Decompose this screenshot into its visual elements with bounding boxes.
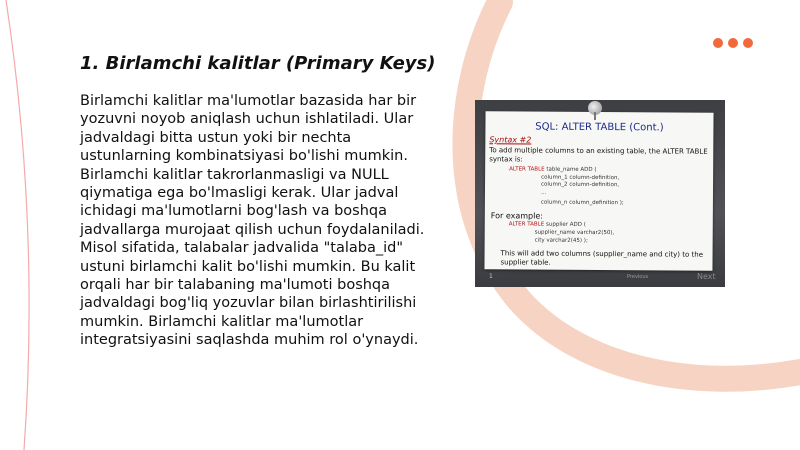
example-code-line-3: city varchar2(45) );: [534, 237, 588, 244]
previous-link: Previous: [627, 274, 649, 280]
orange-dots-decoration: [713, 38, 753, 48]
example-code-line-1: [509, 221, 586, 229]
dot: [743, 38, 753, 48]
syntax-code-line-1: [509, 166, 596, 174]
code-text: supplier ADD (: [544, 221, 586, 228]
page-number: 1: [489, 273, 493, 280]
slide-title: 1. Birlamchi kalitlar (Primary Keys): [80, 53, 436, 74]
slide-paragraph: Birlamchi kalitlar ma'lumotlar bazasida har bir yozuvni noyob aniqlash uchun ishlatiladi. Ular jadvaldagi bitta ustun yoki bir nechta ustunlarning kombinatsiyasi bo'lishi mumkin. Birlamchi kalitlar takrorlanmasligi va NULL qiymatiga ega bo'lmasligi kerak. Ular jadval ichidagi ma'lumotlarni bog'lash va boshqa jadvallarga murojaat qilish uchun foydalaniladi. Misol sifatida, talabalar jadvalida "talaba_id" ustuni birlamchi kalit bo'lishi mumkin. Bu kalit orqali har bir talabaning ma'lumoti boshqa jadvaldagi bog'liq yozuvlar bilan birlashtirilishi mumkin. Birlamchi kalitlar ma'lumotlar integratsiyasini saqlashda muhim rol o'ynaydi.: [80, 93, 425, 349]
next-link: Next: [697, 272, 716, 281]
syntax-description: To add multiple columns to an existing table, the ALTER TABLE syntax is:: [489, 146, 708, 164]
sql-alter-table-image: [475, 100, 725, 287]
paper-sheet: [484, 111, 713, 271]
dot: [728, 38, 738, 48]
syntax-code-line-2: column_1 column-definition,: [541, 174, 620, 182]
example-note: This will add two columns (supplier_name and city) to the supplier table.: [500, 249, 704, 267]
dot: [713, 38, 723, 48]
code-text: table_name ADD (: [544, 166, 597, 173]
syntax-label: Syntax #2: [489, 135, 532, 145]
image-title: SQL: ALTER TABLE (Cont.): [535, 121, 664, 134]
code-keyword: ALTER TABLE: [509, 166, 545, 173]
code-keyword: ALTER TABLE: [508, 221, 545, 228]
example-label: For example:: [490, 211, 544, 221]
syntax-code-line-3: column_2 column-definition,: [541, 181, 620, 189]
left-edge-curve: [6, 0, 29, 450]
syntax-code-line-5: column_n column_definition );: [540, 199, 624, 207]
example-code-line-2: supplier_name varchar2(50),: [534, 229, 615, 237]
pushpin-stem: [594, 112, 596, 120]
syntax-code-line-4: ...: [540, 189, 547, 196]
